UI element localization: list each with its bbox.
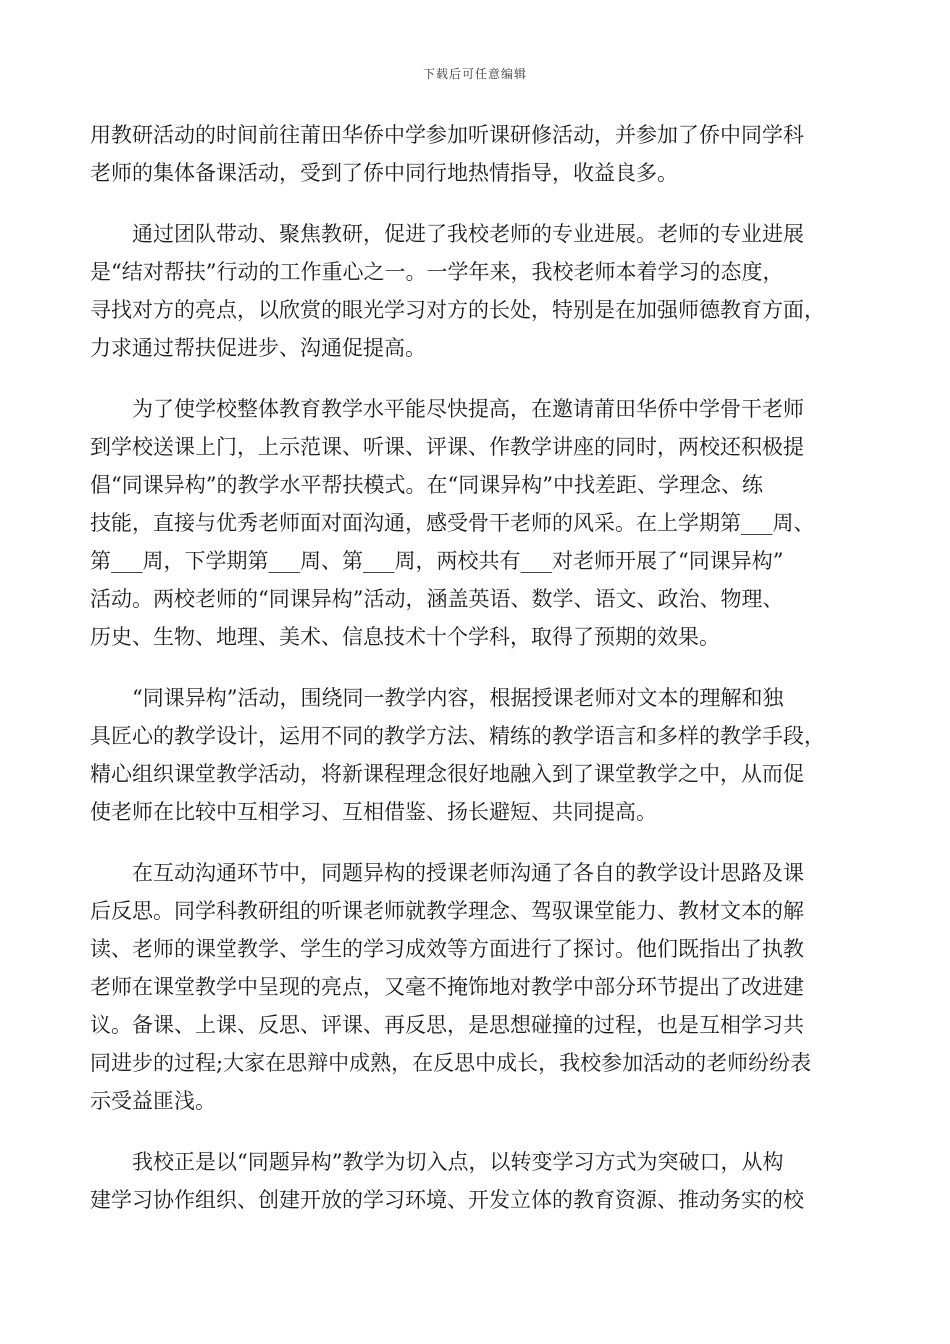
text-line: 倡“同课异构”的教学水平帮扶模式。在“同课异构”中找差距、学理念、练 xyxy=(90,473,763,497)
paragraph-6 xyxy=(90,1143,856,1219)
text-line: 示受益匪浅。 xyxy=(90,1089,216,1113)
text-line: 活动。两校老师的“同课异构”活动，涵盖英语、数学、语文、政治、物理、 xyxy=(90,587,784,611)
text-line: 具匠心的教学设计，运用不同的教学方法、精练的教学语言和多样的教学手段， xyxy=(90,724,825,748)
text-line: “同课异构”活动，围绕同一教学内容，根据授课老师对文本的理解和独 xyxy=(90,686,784,710)
text-line: 使老师在比较中互相学习、互相借鉴、扬长避短、共同提高。 xyxy=(90,800,657,824)
text-line: 我校正是以“同题异构”教学为切入点，以转变学习方式为突破口，从构 xyxy=(90,1150,784,1174)
paragraph-3 xyxy=(90,390,856,656)
text-line: 后反思。同学科教研组的听课老师就教学理念、驾驭课堂能力、教材文本的解 xyxy=(90,899,804,923)
text-line: 是“结对帮扶”行动的工作重心之一。一学年来，我校老师本着学习的态度， xyxy=(90,260,784,284)
text-line: 在互动沟通环节中，同题异构的授课老师沟通了各自的教学设计思路及课 xyxy=(90,861,804,885)
text-line: 同进步的过程;大家在思辩中成熟，在反思中成长，我校参加活动的老师纷纷表 xyxy=(90,1051,812,1075)
text-line: 老师在课堂教学中呈现的亮点，又毫不掩饰地对教学中部分环节提出了改进建 xyxy=(90,975,804,999)
text-line: 用教研活动的时间前往莆田华侨中学参加听课研修活动，并参加了侨中同学科 xyxy=(90,123,804,147)
paragraph-2 xyxy=(90,215,856,367)
text-line: 为了使学校整体教育教学水平能尽快提高，在邀请莆田华侨中学骨干老师 xyxy=(90,397,804,421)
text-line: 建学习协作组织、创建开放的学习环境、开发立体的教育资源、推动务实的校 xyxy=(90,1188,804,1212)
paragraph-1 xyxy=(90,116,856,192)
text-line: 历史、生物、地理、美术、信息技术十个学科，取得了预期的效果。 xyxy=(90,625,720,649)
paragraph-5 xyxy=(90,854,856,1120)
text-line: 议。备课、上课、反思、评课、再反思，是思想碰撞的过程，也是互相学习共 xyxy=(90,1013,804,1037)
text-line: 技能，直接与优秀老师面对面沟通，感受骨干老师的风采。在上学期第___周、 xyxy=(90,511,815,535)
text-line: 第___周，下学期第___周、第___周，两校共有___对老师开展了“同课异构” xyxy=(90,549,784,573)
paragraph-4 xyxy=(90,679,856,831)
text-line: 读、老师的课堂教学、学生的学习成效等方面进行了探讨。他们既指出了执教 xyxy=(90,937,804,961)
text-line: 通过团队带动、聚焦教研，促进了我校老师的专业进展。老师的专业进展 xyxy=(90,222,804,246)
text-line: 力求通过帮扶促进步、沟通促提高。 xyxy=(90,336,426,360)
text-line: 老师的集体备课活动，受到了侨中同行地热情指导，收益良多。 xyxy=(90,161,678,185)
text-line: 到学校送课上门，上示范课、听课、评课、作教学讲座的同时，两校还积极提 xyxy=(90,435,804,459)
text-line: 精心组织课堂教学活动，将新课程理念很好地融入到了课堂教学之中，从而促 xyxy=(90,762,804,786)
text-line: 寻找对方的亮点，以欣赏的眼光学习对方的长处，特别是在加强师德教育方面， xyxy=(90,298,825,322)
document-body xyxy=(90,116,856,1242)
page-header: 下载后可任意编辑 xyxy=(422,67,527,81)
